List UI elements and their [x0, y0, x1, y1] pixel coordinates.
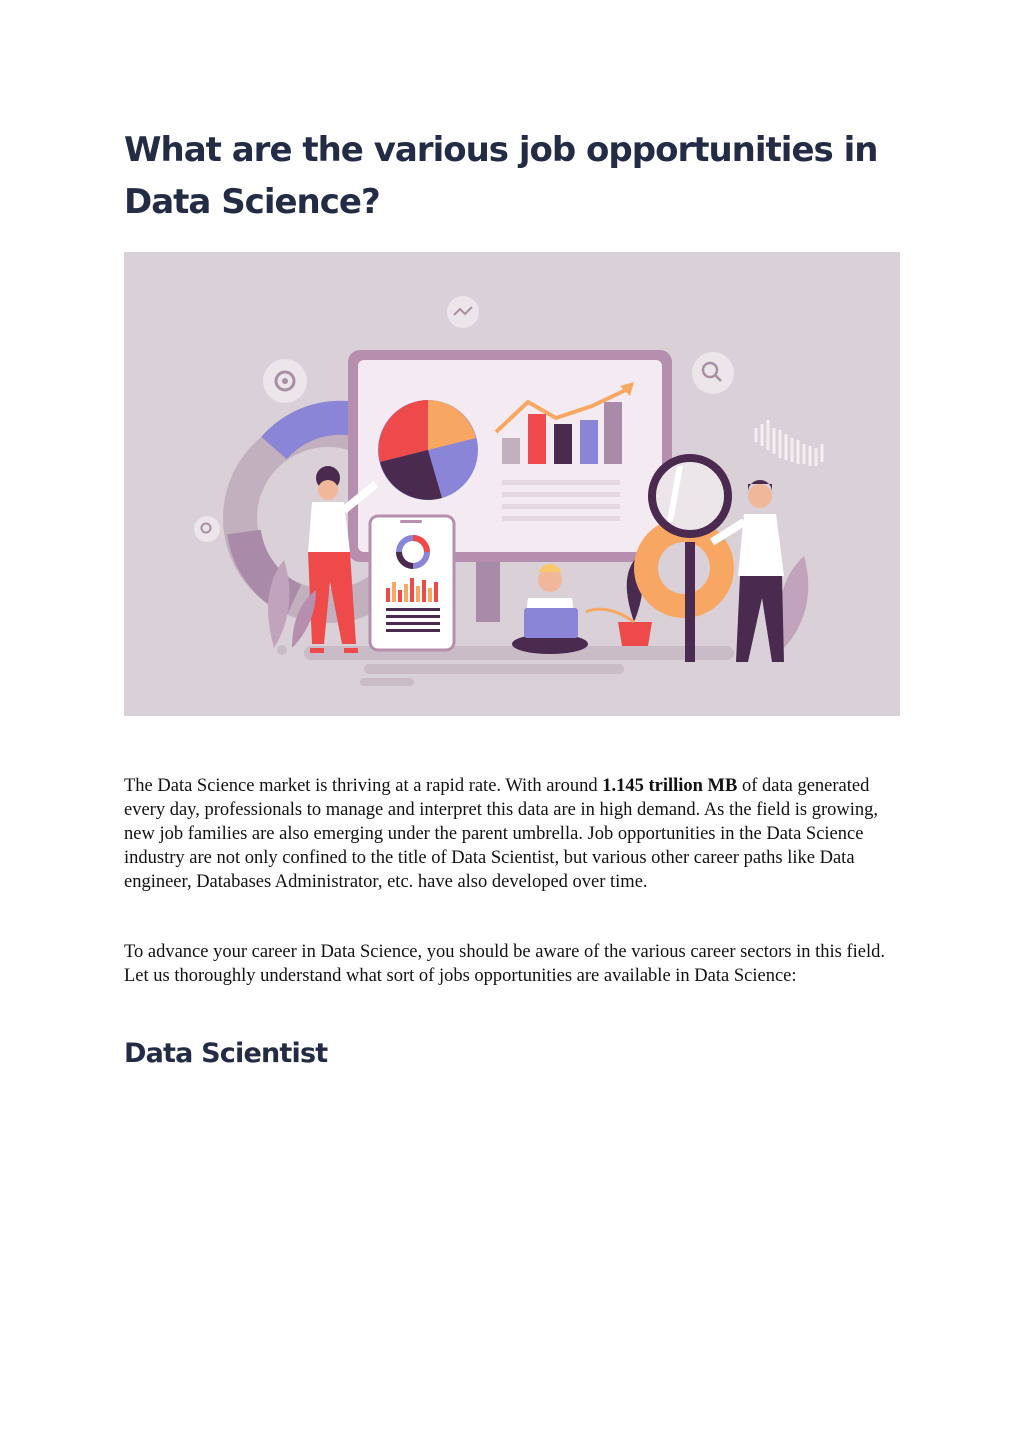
- fern-decoration-right: [779, 556, 808, 648]
- search-icon: [692, 352, 734, 394]
- laptop-icon: [524, 608, 578, 638]
- trend-line-icon: [447, 296, 479, 328]
- gear-icon: [263, 359, 307, 403]
- sitting-person: [512, 564, 588, 654]
- data-volume-highlight: 1.145 trillion MB: [602, 776, 738, 796]
- magnifier-icon: [194, 516, 220, 542]
- page-title: What are the various job opportunities in Data Science?: [124, 130, 878, 222]
- phone-dashboard: [370, 516, 454, 650]
- intro-text-start: The Data Science market is thriving at a rapid rate. With around: [124, 776, 603, 796]
- pie-chart-icon: [378, 400, 478, 500]
- career-paragraph: To advance your career in Data Science, you should be aware of the various career sectors in this field. Let us thoroughly understand what sort of jobs opportunities are available in Data Science:: [124, 942, 886, 986]
- soundwave-decoration: [756, 420, 822, 466]
- hero-illustration: [124, 252, 900, 716]
- intro-paragraph: [124, 774, 896, 894]
- section-heading-data-scientist: Data Scientist: [124, 1038, 328, 1069]
- intro-text-end: of data generated every day, professionals to manage and interpret this data are in high demand. As the field is growing, new job families are also emerging under the parent umbrella. Job opportunities in the Data Science industry are not only confined to the title of Data Scientist, but various other career paths like Data engineer, Databases Administrator, etc. have also developed over time.: [124, 776, 879, 892]
